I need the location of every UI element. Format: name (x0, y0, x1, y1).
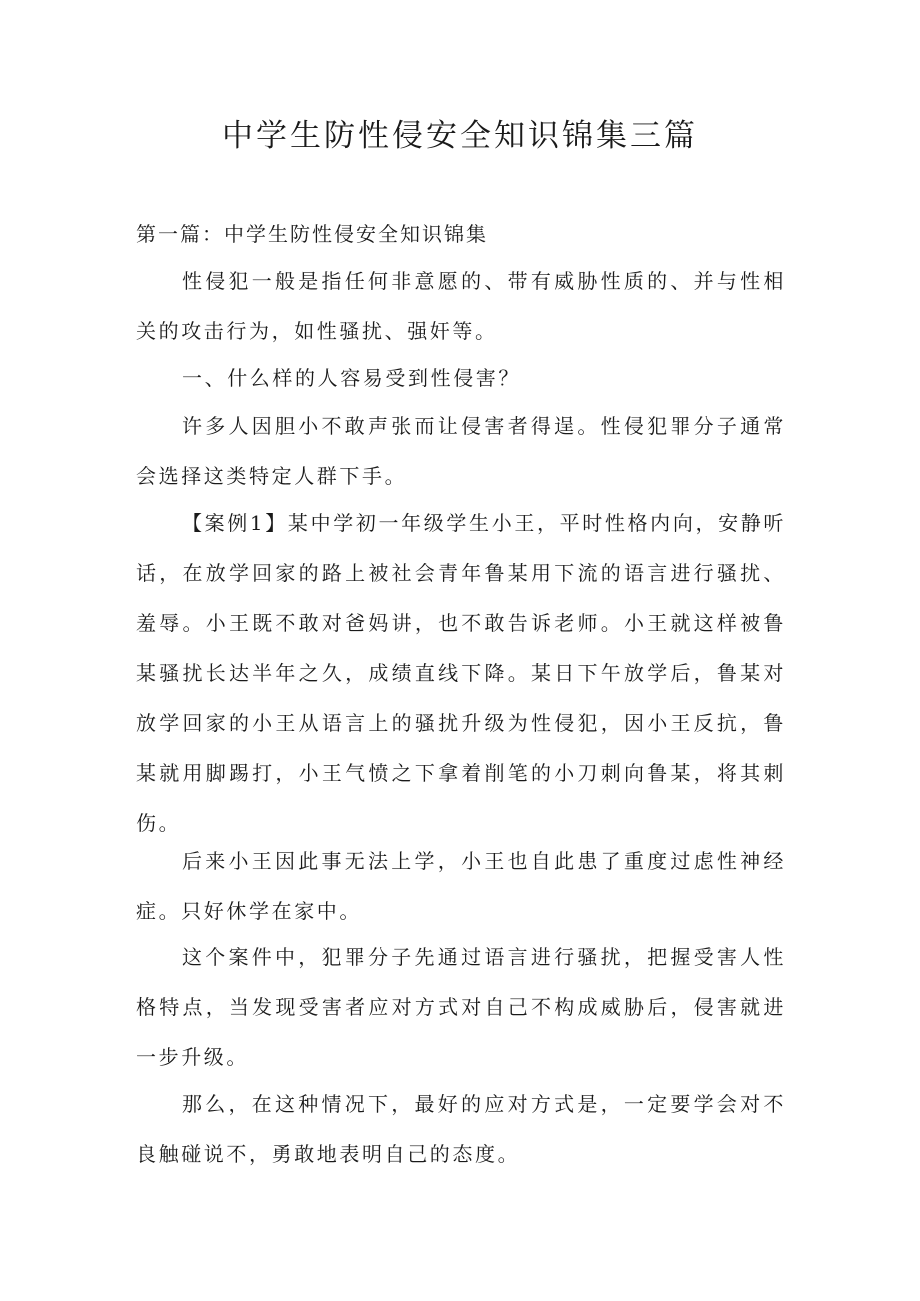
paragraph-aftermath: 后来小王因此事无法上学，小王也自此患了重度过虑性神经症。只好休学在家中。 (136, 849, 786, 923)
paragraph-analysis: 这个案件中，犯罪分子先通过语言进行骚扰，把握受害人性格特点，当发现受害者应对方式对自己不构成威胁后，侵害就进一步升级。 (136, 945, 786, 1069)
paragraph-definition: 性侵犯一般是指任何非意愿的、带有威胁性质的、并与性相关的攻击行为，如性骚扰、强奸等。 (136, 269, 786, 343)
subheading-question: 一、什么样的人容易受到性侵害？ (182, 366, 521, 390)
document-title: 中学生防性侵安全知识锦集三篇 (222, 118, 698, 154)
paragraph-vulnerable-groups: 许多人因胆小不敢声张而让侵害者得逞。性侵犯罪分子通常会选择这类特定人群下手。 (136, 414, 786, 488)
paragraph-case-1: 【案例1】某中学初一年级学生小王，平时性格内向，安静听话，在放学回家的路上被社会青年鲁某用下流的语言进行骚扰、羞辱。小王既不敢对爸妈讲，也不敢告诉老师。小王就这样被鲁某骚扰长达半年之久，成绩直线下降。某日下午放学后，鲁某对放学回家的小王从语言上的骚扰升级为性侵犯，因小王反抗，鲁某就用脚踢打，小王气愤之下拿着削笔的小刀刺向鲁某，将其刺伤。 (136, 511, 786, 835)
section-heading: 第一篇：中学生防性侵安全知识锦集 (136, 222, 488, 246)
paragraph-advice: 那么，在这种情况下，最好的应对方式是，一定要学会对不良触碰说不，勇敢地表明自己的态度。 (136, 1092, 786, 1166)
